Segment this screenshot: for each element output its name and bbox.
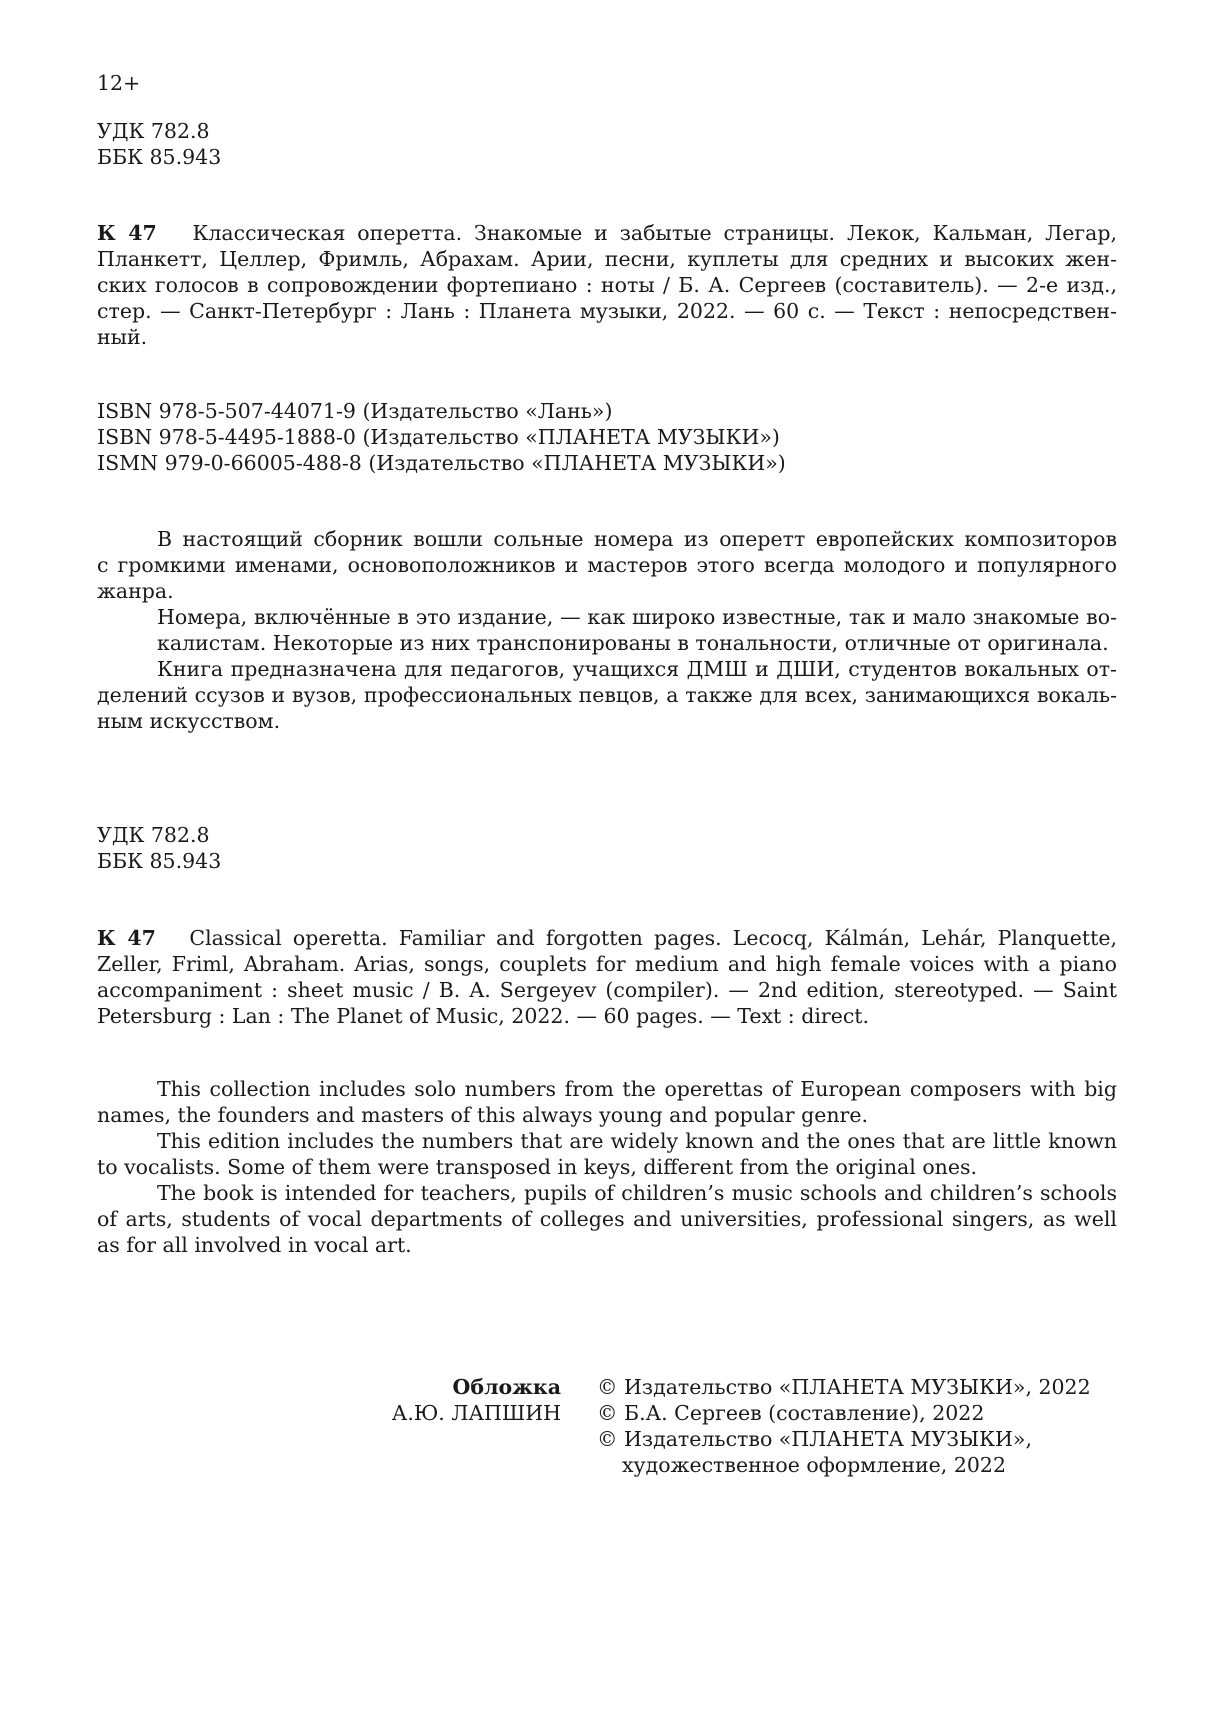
- annotation-line: as for all involved in vocal art.: [97, 1233, 412, 1257]
- record-line: ный.: [97, 325, 148, 349]
- identifiers: [97, 398, 1117, 476]
- annotation-en: [97, 1076, 1117, 1258]
- annotation-line: names, the founders and masters of this always young and popular genre.: [97, 1103, 868, 1127]
- copyright-line: © Б.А. Сергеев (составление), 2022: [597, 1401, 985, 1425]
- copyright-block: [597, 1374, 1091, 1478]
- udk-code: УДК 782.8: [97, 119, 210, 143]
- copyright-line: © Издательство «ПЛАНЕТА МУЗЫКИ»,: [597, 1427, 1032, 1451]
- annotation-line: to vocalists. Some of them were transposed in keys, different from the original ones.: [97, 1155, 978, 1179]
- annotation-line: В настоящий сборник вошли сольные номера из оперетт европейских композиторов: [157, 527, 1117, 551]
- annotation-line: жанра.: [97, 579, 174, 603]
- record-line: К 47 Classical operetta. Familiar and forgotten pages. Lecocq, Kálmán, Lehár, Planquette,: [97, 926, 1117, 950]
- annotation-line: ным искусством.: [97, 709, 281, 733]
- record-line: ских голосов в сопровождении фортепиано : ноты / Б. А. Сергеев (составитель). — 2-е изд.,: [97, 273, 1117, 297]
- author-mark: К 47: [97, 926, 156, 950]
- record-line: Zeller, Friml, Abraham. Arias, songs, couplets for medium and high female voices with a piano: [97, 952, 1117, 976]
- record-line: accompaniment : sheet music / B. A. Sergeyev (compiler). — 2nd edition, stereotyped. — Saint: [97, 978, 1117, 1002]
- bibliographic-record-ru: [97, 220, 1117, 350]
- cover-credit: [392, 1374, 561, 1426]
- annotation-line: This collection includes solo numbers from the operettas of European composers with big: [157, 1077, 1117, 1101]
- isbn-planet: ISBN 978-5-4495-1888-0 (Издательство «ПЛАНЕТА МУЗЫКИ»): [97, 425, 780, 449]
- annotation-line: калистам. Некоторые из них транспонированы в тональности, отличные от оригинала.: [157, 631, 1109, 655]
- classification-ru: [97, 118, 1117, 170]
- cover-label: Обложка: [452, 1375, 561, 1399]
- bbk-code: ББК 85.943: [97, 145, 222, 169]
- record-line: стер. — Санкт-Петербург : Лань : Планета музыки, 2022. — 60 с. — Текст : непосредствен-: [97, 299, 1117, 323]
- bibliographic-record-en: [97, 925, 1117, 1029]
- annotation-line: с громкими именами, основоположников и мастеров этого всегда молодого и популярного: [97, 553, 1117, 577]
- record-line: К 47 Классическая оперетта. Знакомые и забытые страницы. Лекок, Кальман, Легар,: [97, 221, 1117, 245]
- annotation-line: Номера, включённые в это издание, — как широко известные, так и мало знакомые во-: [157, 605, 1117, 629]
- annotation-ru: [97, 526, 1117, 734]
- classification-en: [97, 822, 1117, 874]
- isbn-lan: ISBN 978-5-507-44071-9 (Издательство «Лань»): [97, 399, 613, 423]
- ismn-planet: ISMN 979-0-66005-488-8 (Издательство «ПЛАНЕТА МУЗЫКИ»): [97, 451, 786, 475]
- udk-code: УДК 782.8: [97, 823, 210, 847]
- annotation-line: The book is intended for teachers, pupils of children’s music schools and children’s schools: [157, 1181, 1117, 1205]
- bbk-code: ББК 85.943: [97, 849, 222, 873]
- copyright-line: художественное оформление, 2022: [622, 1453, 1007, 1477]
- annotation-line: of arts, students of vocal departments of colleges and universities, professional singers, as well: [97, 1207, 1117, 1231]
- cover-designer: А.Ю. ЛАПШИН: [391, 1401, 561, 1425]
- copyright-line: © Издательство «ПЛАНЕТА МУЗЫКИ», 2022: [597, 1375, 1091, 1399]
- age-rating: 12+: [97, 71, 141, 95]
- author-mark: К 47: [97, 221, 157, 245]
- record-line: Планкетт, Целлер, Фримль, Абрахам. Арии, песни, куплеты для средних и высоких жен-: [97, 247, 1117, 271]
- annotation-line: делений ссузов и вузов, профессиональных певцов, а также для всех, занимающихся вокаль-: [97, 683, 1117, 707]
- annotation-line: Книга предназначена для педагогов, учащихся ДМШ и ДШИ, студентов вокальных от-: [157, 657, 1117, 681]
- record-line: Petersburg : Lan : The Planet of Music, 2022. — 60 pages. — Text : direct.: [97, 1004, 870, 1028]
- annotation-line: This edition includes the numbers that are widely known and the ones that are little known: [157, 1129, 1117, 1153]
